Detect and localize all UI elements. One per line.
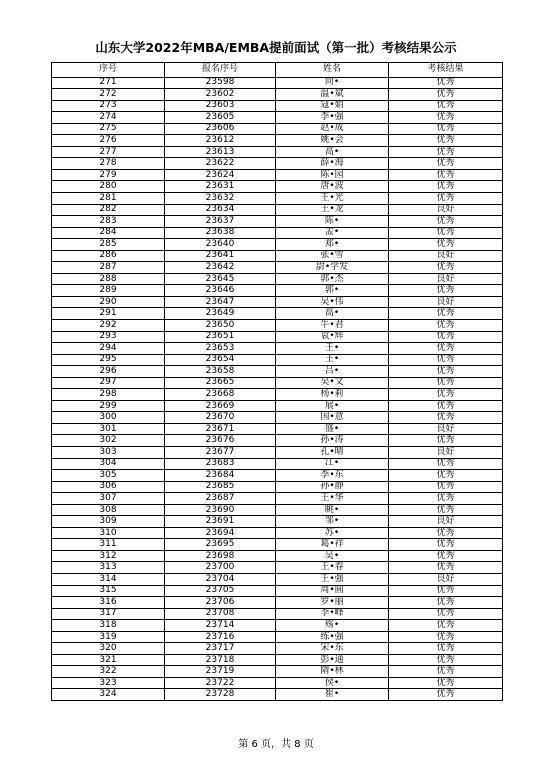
table-row (52, 354, 503, 366)
cell-result: 优秀 (389, 597, 503, 609)
table-row (52, 597, 503, 609)
cell-result: 优秀 (389, 620, 503, 632)
cell-name: 陈• (276, 216, 389, 228)
table-row (52, 389, 503, 401)
page-footer: 第 6 页，共 8 页 (238, 739, 314, 750)
cell-reg-no: 23708 (165, 608, 276, 620)
table-row (52, 550, 503, 562)
cell-reg-no: 23631 (165, 181, 276, 193)
column-header-result: 考核结果 (389, 63, 503, 78)
column-header-reg-no: 报名序号 (165, 63, 276, 78)
cell-seq: 324 (52, 689, 165, 701)
cell-name: 孟• (276, 227, 389, 239)
cell-seq: 319 (52, 631, 165, 643)
table-row (52, 643, 503, 655)
cell-reg-no: 23690 (165, 504, 276, 516)
cell-name: 姚•会 (276, 135, 389, 147)
table-row (52, 666, 503, 678)
cell-reg-no: 23649 (165, 308, 276, 320)
table-row (52, 285, 503, 297)
cell-seq: 298 (52, 389, 165, 401)
cell-seq: 295 (52, 354, 165, 366)
cell-result: 优秀 (389, 343, 503, 355)
table-row (52, 308, 503, 320)
cell-reg-no: 23665 (165, 377, 276, 389)
cell-reg-no: 23695 (165, 539, 276, 551)
table-header-row (52, 63, 503, 78)
cell-result: 优秀 (389, 366, 503, 378)
cell-name: 孙•涛 (276, 435, 389, 447)
cell-name: 寇•娟 (276, 100, 389, 112)
cell-reg-no: 23622 (165, 158, 276, 170)
cell-reg-no: 23658 (165, 366, 276, 378)
cell-seq: 285 (52, 239, 165, 251)
table-row (52, 539, 503, 551)
table-row (52, 192, 503, 204)
cell-reg-no: 23719 (165, 666, 276, 678)
table-row (52, 608, 503, 620)
cell-name: 孔•晴 (276, 447, 389, 459)
cell-result: 优秀 (389, 585, 503, 597)
cell-seq: 310 (52, 527, 165, 539)
cell-seq: 293 (52, 331, 165, 343)
cell-seq: 312 (52, 550, 165, 562)
table-row (52, 504, 503, 516)
cell-reg-no: 23671 (165, 423, 276, 435)
column-header-name: 姓名 (276, 63, 389, 78)
table-row (52, 516, 503, 528)
cell-reg-no: 23700 (165, 562, 276, 574)
cell-result: 良好 (389, 447, 503, 459)
cell-result: 优秀 (389, 181, 503, 193)
cell-name: 盛• (276, 423, 389, 435)
cell-name: 练•强 (276, 631, 389, 643)
cell-result: 优秀 (389, 262, 503, 274)
table-row (52, 331, 503, 343)
cell-name: 陈•园 (276, 169, 389, 181)
cell-seq: 303 (52, 447, 165, 459)
table-row (52, 158, 503, 170)
cell-name: 罗•丽 (276, 597, 389, 609)
cell-result: 优秀 (389, 227, 503, 239)
cell-name: 高• (276, 308, 389, 320)
cell-result: 优秀 (389, 89, 503, 101)
cell-name: 崔• (276, 689, 389, 701)
cell-result: 优秀 (389, 331, 503, 343)
cell-reg-no: 23683 (165, 458, 276, 470)
cell-name: 周•圆 (276, 585, 389, 597)
cell-result: 优秀 (389, 239, 503, 251)
cell-reg-no: 23722 (165, 677, 276, 689)
cell-name: 宋•东 (276, 643, 389, 655)
cell-result: 良好 (389, 574, 503, 586)
cell-reg-no: 23612 (165, 135, 276, 147)
table-row (52, 377, 503, 389)
cell-seq: 296 (52, 366, 165, 378)
cell-result: 优秀 (389, 539, 503, 551)
cell-seq: 289 (52, 285, 165, 297)
table-row (52, 574, 503, 586)
cell-result: 优秀 (389, 550, 503, 562)
table-row (52, 562, 503, 574)
cell-reg-no: 23685 (165, 481, 276, 493)
cell-reg-no: 23640 (165, 239, 276, 251)
cell-name: 彭•通 (276, 654, 389, 666)
table-row (52, 77, 503, 89)
cell-name: 郑• (276, 239, 389, 251)
cell-seq: 305 (52, 470, 165, 482)
table-row (52, 435, 503, 447)
cell-reg-no: 23641 (165, 250, 276, 262)
cell-result: 优秀 (389, 493, 503, 505)
cell-result: 优秀 (389, 192, 503, 204)
cell-seq: 287 (52, 262, 165, 274)
table-row (52, 585, 503, 597)
cell-result: 优秀 (389, 631, 503, 643)
table-row (52, 216, 503, 228)
table-row (52, 100, 503, 112)
table-row (52, 112, 503, 124)
cell-name: 葛•祥 (276, 539, 389, 551)
cell-result: 优秀 (389, 458, 503, 470)
table-row (52, 262, 503, 274)
cell-reg-no: 23717 (165, 643, 276, 655)
cell-seq: 279 (52, 169, 165, 181)
cell-result: 优秀 (389, 308, 503, 320)
cell-seq: 271 (52, 77, 165, 89)
cell-seq: 300 (52, 412, 165, 424)
cell-reg-no: 23687 (165, 493, 276, 505)
cell-result: 良好 (389, 423, 503, 435)
cell-reg-no: 23606 (165, 123, 276, 135)
cell-reg-no: 23669 (165, 400, 276, 412)
cell-seq: 318 (52, 620, 165, 632)
cell-name: 郭• (276, 285, 389, 297)
cell-result: 良好 (389, 516, 503, 528)
cell-result: 优秀 (389, 169, 503, 181)
cell-name: 王•华 (276, 493, 389, 505)
table-row (52, 366, 503, 378)
table-row (52, 481, 503, 493)
cell-result: 良好 (389, 204, 503, 216)
cell-result: 优秀 (389, 504, 503, 516)
column-header-seq: 序号 (52, 63, 165, 78)
table-row (52, 135, 503, 147)
cell-seq: 277 (52, 146, 165, 158)
cell-result: 优秀 (389, 481, 503, 493)
cell-seq: 272 (52, 89, 165, 101)
cell-reg-no: 23670 (165, 412, 276, 424)
cell-seq: 280 (52, 181, 165, 193)
cell-result: 优秀 (389, 112, 503, 124)
cell-name: 王•春 (276, 562, 389, 574)
cell-name: 杨•莉 (276, 389, 389, 401)
cell-seq: 291 (52, 308, 165, 320)
cell-result: 优秀 (389, 689, 503, 701)
cell-name: 王•强 (276, 574, 389, 586)
cell-name: 李•峰 (276, 608, 389, 620)
cell-reg-no: 23642 (165, 262, 276, 274)
table-row (52, 250, 503, 262)
cell-name: 王•光 (276, 192, 389, 204)
cell-result: 优秀 (389, 354, 503, 366)
cell-result: 优秀 (389, 389, 503, 401)
table-row (52, 447, 503, 459)
cell-name: 江• (276, 458, 389, 470)
cell-reg-no: 23676 (165, 435, 276, 447)
cell-seq: 301 (52, 423, 165, 435)
cell-seq: 315 (52, 585, 165, 597)
cell-seq: 321 (52, 654, 165, 666)
cell-reg-no: 23646 (165, 285, 276, 297)
cell-reg-no: 23605 (165, 112, 276, 124)
cell-name: 赵•成 (276, 123, 389, 135)
cell-name: 王• (276, 354, 389, 366)
cell-name: 吴• (276, 550, 389, 562)
cell-result: 优秀 (389, 527, 503, 539)
cell-reg-no: 23654 (165, 354, 276, 366)
cell-result: 良好 (389, 273, 503, 285)
table-row (52, 169, 503, 181)
cell-seq: 299 (52, 400, 165, 412)
cell-result: 优秀 (389, 285, 503, 297)
cell-seq: 283 (52, 216, 165, 228)
cell-name: 温•斌 (276, 89, 389, 101)
cell-seq: 313 (52, 562, 165, 574)
cell-result: 优秀 (389, 158, 503, 170)
table-row (52, 343, 503, 355)
cell-name: 牛•君 (276, 319, 389, 331)
table-row (52, 89, 503, 101)
cell-seq: 275 (52, 123, 165, 135)
results-table (51, 62, 503, 701)
cell-seq: 322 (52, 666, 165, 678)
cell-reg-no: 23684 (165, 470, 276, 482)
cell-result: 优秀 (389, 135, 503, 147)
cell-result: 优秀 (389, 146, 503, 158)
cell-reg-no: 23634 (165, 204, 276, 216)
cell-seq: 309 (52, 516, 165, 528)
cell-name: 李•东 (276, 470, 389, 482)
table-row (52, 296, 503, 308)
cell-reg-no: 23651 (165, 331, 276, 343)
cell-result: 优秀 (389, 608, 503, 620)
cell-name: 国•意 (276, 412, 389, 424)
cell-name: 苏• (276, 527, 389, 539)
cell-seq: 273 (52, 100, 165, 112)
cell-seq: 317 (52, 608, 165, 620)
cell-reg-no: 23603 (165, 100, 276, 112)
table-row (52, 470, 503, 482)
cell-name: 吕• (276, 366, 389, 378)
cell-name: 尉•学发 (276, 262, 389, 274)
table-row (52, 273, 503, 285)
cell-name: 殇• (276, 620, 389, 632)
cell-name: 唐•波 (276, 181, 389, 193)
cell-name: 隋•林 (276, 666, 389, 678)
cell-name: 侯• (276, 677, 389, 689)
cell-seq: 320 (52, 643, 165, 655)
cell-seq: 278 (52, 158, 165, 170)
table-body (52, 77, 503, 701)
cell-reg-no: 23706 (165, 597, 276, 609)
cell-name: 向• (276, 77, 389, 89)
cell-reg-no: 23624 (165, 169, 276, 181)
cell-reg-no: 23598 (165, 77, 276, 89)
cell-reg-no: 23704 (165, 574, 276, 586)
cell-name: 高• (276, 146, 389, 158)
table-row (52, 412, 503, 424)
cell-reg-no: 23691 (165, 516, 276, 528)
table-row (52, 677, 503, 689)
cell-seq: 304 (52, 458, 165, 470)
cell-seq: 290 (52, 296, 165, 308)
cell-seq: 307 (52, 493, 165, 505)
cell-name: 王• (276, 343, 389, 355)
cell-seq: 294 (52, 343, 165, 355)
cell-reg-no: 23728 (165, 689, 276, 701)
table-row (52, 227, 503, 239)
table-row (52, 146, 503, 158)
cell-result: 优秀 (389, 377, 503, 389)
cell-reg-no: 23637 (165, 216, 276, 228)
cell-name: 眺• (276, 504, 389, 516)
cell-reg-no: 23602 (165, 89, 276, 101)
table-row (52, 620, 503, 632)
table-row (52, 689, 503, 701)
cell-seq: 284 (52, 227, 165, 239)
cell-reg-no: 23653 (165, 343, 276, 355)
cell-reg-no: 23647 (165, 296, 276, 308)
cell-seq: 281 (52, 192, 165, 204)
table-row (52, 654, 503, 666)
cell-seq: 308 (52, 504, 165, 516)
cell-name: 李•强 (276, 112, 389, 124)
cell-result: 优秀 (389, 77, 503, 89)
cell-seq: 302 (52, 435, 165, 447)
table-row (52, 319, 503, 331)
cell-result: 优秀 (389, 677, 503, 689)
cell-reg-no: 23694 (165, 527, 276, 539)
cell-name: 薛•海 (276, 158, 389, 170)
cell-name: 邹• (276, 516, 389, 528)
table-row (52, 458, 503, 470)
cell-seq: 286 (52, 250, 165, 262)
cell-result: 优秀 (389, 123, 503, 135)
cell-result: 良好 (389, 296, 503, 308)
page-title: 山东大学2022年MBA/EMBA提前面试（第一批）考核结果公示 (95, 40, 457, 55)
cell-reg-no: 23632 (165, 192, 276, 204)
table-row (52, 400, 503, 412)
cell-result: 优秀 (389, 216, 503, 228)
cell-name: 孙•静 (276, 481, 389, 493)
cell-seq: 288 (52, 273, 165, 285)
cell-reg-no: 23716 (165, 631, 276, 643)
cell-reg-no: 23677 (165, 447, 276, 459)
cell-seq: 306 (52, 481, 165, 493)
table-row (52, 239, 503, 251)
cell-seq: 323 (52, 677, 165, 689)
cell-reg-no: 23613 (165, 146, 276, 158)
cell-result: 优秀 (389, 100, 503, 112)
cell-result: 优秀 (389, 643, 503, 655)
table-row (52, 631, 503, 643)
cell-result: 优秀 (389, 435, 503, 447)
table-row (52, 527, 503, 539)
cell-seq: 274 (52, 112, 165, 124)
cell-seq: 297 (52, 377, 165, 389)
cell-result: 优秀 (389, 319, 503, 331)
cell-result: 优秀 (389, 412, 503, 424)
cell-seq: 314 (52, 574, 165, 586)
table-row (52, 181, 503, 193)
table-row (52, 493, 503, 505)
cell-name: 张•雪 (276, 250, 389, 262)
cell-name: 袁•辉 (276, 331, 389, 343)
cell-reg-no: 23698 (165, 550, 276, 562)
cell-reg-no: 23718 (165, 654, 276, 666)
cell-name: 吴•伟 (276, 296, 389, 308)
cell-reg-no: 23645 (165, 273, 276, 285)
cell-seq: 282 (52, 204, 165, 216)
cell-reg-no: 23638 (165, 227, 276, 239)
cell-seq: 316 (52, 597, 165, 609)
cell-seq: 292 (52, 319, 165, 331)
cell-result: 优秀 (389, 470, 503, 482)
cell-seq: 311 (52, 539, 165, 551)
cell-name: 王•龙 (276, 204, 389, 216)
cell-reg-no: 23650 (165, 319, 276, 331)
cell-result: 优秀 (389, 666, 503, 678)
cell-name: 展• (276, 400, 389, 412)
table-row (52, 204, 503, 216)
cell-result: 优秀 (389, 654, 503, 666)
table-row (52, 423, 503, 435)
table-row (52, 123, 503, 135)
cell-name: 吴•文 (276, 377, 389, 389)
cell-reg-no: 23705 (165, 585, 276, 597)
cell-result: 优秀 (389, 400, 503, 412)
cell-name: 郭•杰 (276, 273, 389, 285)
cell-result: 优秀 (389, 562, 503, 574)
cell-reg-no: 23668 (165, 389, 276, 401)
cell-reg-no: 23714 (165, 620, 276, 632)
cell-result: 良好 (389, 250, 503, 262)
cell-seq: 276 (52, 135, 165, 147)
